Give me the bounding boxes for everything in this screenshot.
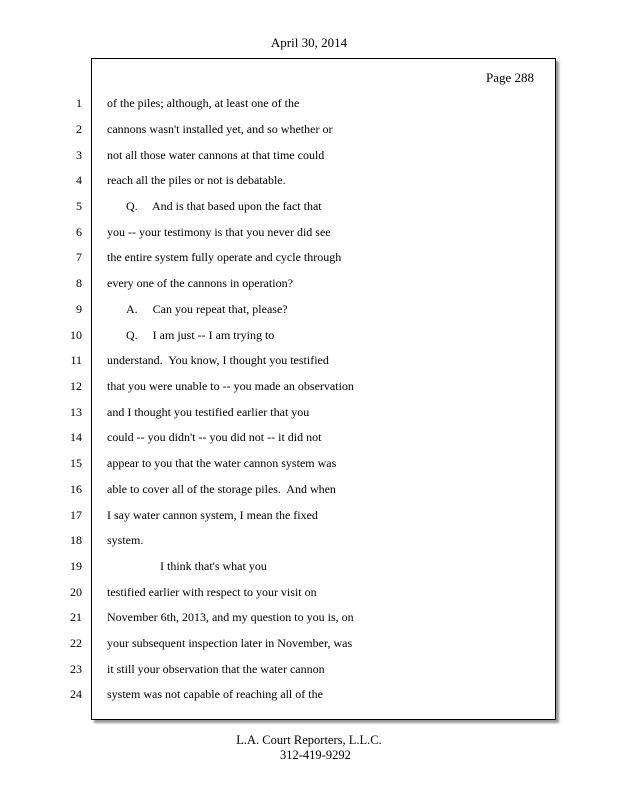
line-number: 12 <box>70 379 82 393</box>
line-text: system was not capable of reaching all of the <box>107 687 323 701</box>
line-number: 21 <box>70 610 82 624</box>
line-text: Q. And is that based upon the fact that <box>126 199 322 213</box>
line-text: it still your observation that the water cannon <box>107 662 325 676</box>
line-text: reach all the piles or not is debatable. <box>107 173 286 187</box>
line-text: cannons wasn't installed yet, and so whether or <box>107 122 333 136</box>
line-number: 15 <box>70 456 82 470</box>
line-text: and I thought you testified earlier that you <box>107 405 310 419</box>
line-number: 1 <box>76 96 82 110</box>
line-text: November 6th, 2013, and my question to you is, on <box>107 610 354 624</box>
line-text: I say water cannon system, I mean the fixed <box>107 508 318 522</box>
line-number: 3 <box>76 148 82 162</box>
line-number: 9 <box>76 302 82 316</box>
line-text: understand. You know, I thought you testified <box>107 353 329 367</box>
line-text: of the piles; although, at least one of the <box>107 96 300 110</box>
line-text: testified earlier with respect to your visit on <box>107 585 317 599</box>
line-number: 17 <box>70 508 82 522</box>
line-text: that you were unable to -- you made an observation <box>107 379 354 393</box>
line-number: 13 <box>70 405 82 419</box>
line-text: able to cover all of the storage piles. And when <box>107 482 336 496</box>
line-number: 18 <box>70 533 82 547</box>
line-number: 11 <box>70 353 82 367</box>
footer <box>0 733 618 762</box>
court-reporter-name: L.A. Court Reporters, L.L.C. <box>236 733 382 747</box>
line-number: 24 <box>70 687 82 701</box>
line-number: 19 <box>70 559 82 573</box>
line-number: 8 <box>76 276 82 290</box>
line-number: 7 <box>76 250 82 264</box>
line-number: 2 <box>76 122 82 136</box>
page-number: Page 288 <box>485 70 534 85</box>
line-number: 4 <box>76 173 82 187</box>
line-number: 16 <box>70 482 82 496</box>
line-text: A. Can you repeat that, please? <box>126 302 288 316</box>
line-text: not all those water cannons at that time could <box>107 148 325 162</box>
line-text: appear to you that the water cannon system was <box>107 456 337 470</box>
line-text: could -- you didn't -- you did not -- it did not <box>107 430 322 444</box>
line-text: your subsequent inspection later in November, was <box>107 636 353 650</box>
line-text: you -- your testimony is that you never did see <box>107 225 331 239</box>
line-number: 10 <box>70 328 82 342</box>
line-number: 23 <box>70 662 82 676</box>
line-number: 5 <box>76 199 82 213</box>
line-text: system. <box>107 533 144 547</box>
line-number: 22 <box>70 636 82 650</box>
line-text: the entire system fully operate and cycle through <box>107 250 342 264</box>
line-number: 20 <box>70 585 82 599</box>
line-text: every one of the cannons in operation? <box>107 276 293 290</box>
line-number: 6 <box>76 225 82 239</box>
line-text: I think that's what you <box>160 559 267 573</box>
transcript-date: April 30, 2014 <box>270 35 348 50</box>
court-reporter-phone: 312-419-9292 <box>280 748 351 762</box>
line-number: 14 <box>70 430 82 444</box>
line-text: Q. I am just -- I am trying to <box>126 328 275 342</box>
